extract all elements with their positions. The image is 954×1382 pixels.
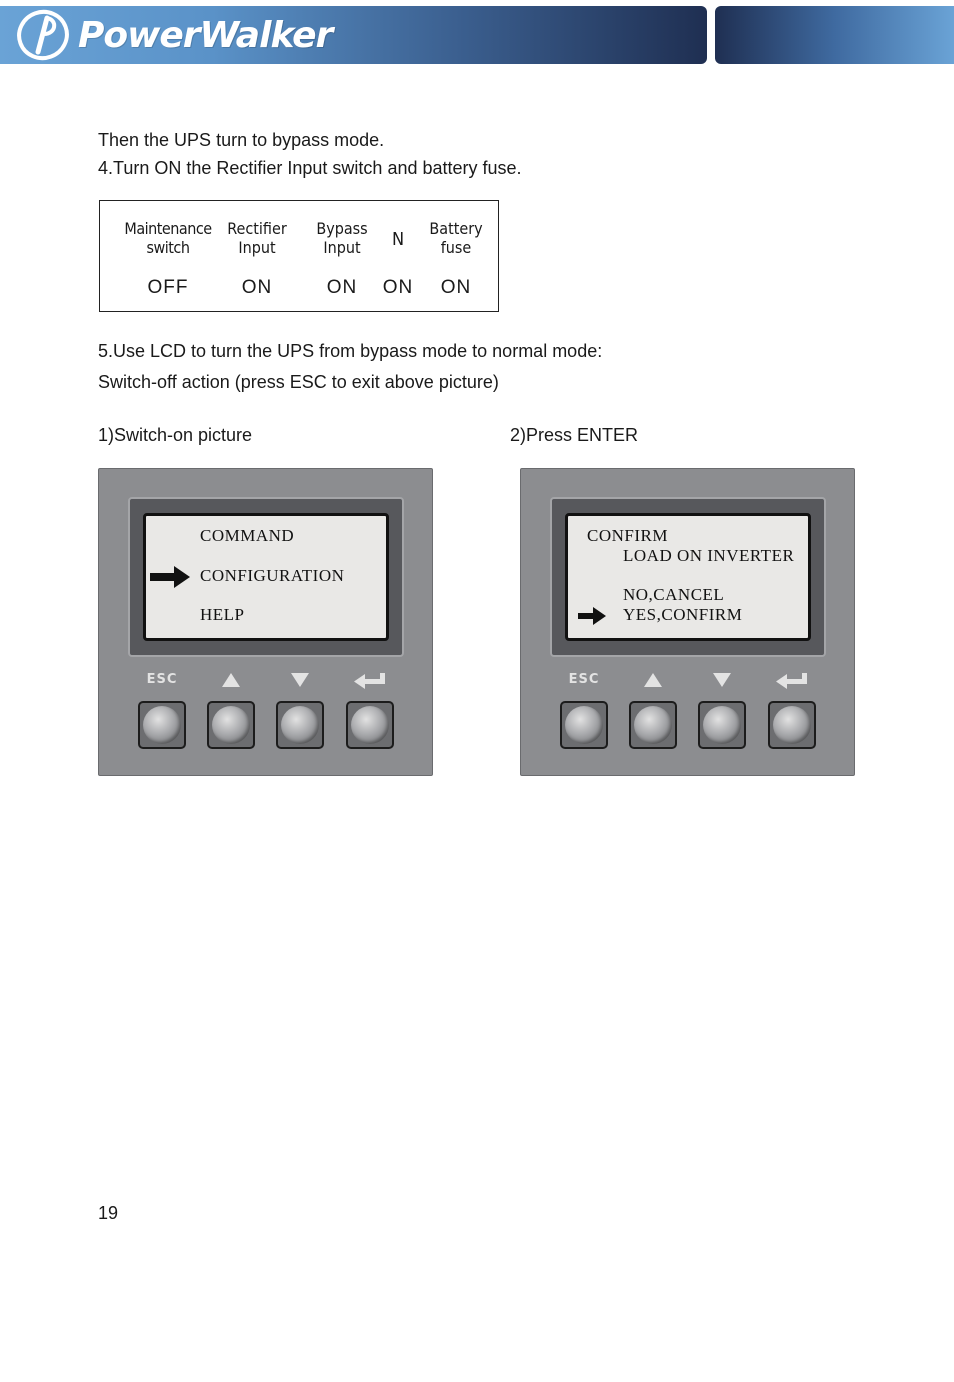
- down-button[interactable]: [276, 701, 324, 749]
- header-banner-right: [715, 6, 954, 64]
- column-state: ON: [382, 277, 414, 298]
- intro-line-1: Then the UPS turn to bypass mode.: [98, 130, 385, 150]
- enter-button[interactable]: [768, 701, 816, 749]
- esc-button[interactable]: [560, 701, 608, 749]
- powerwalker-logo-icon: [14, 8, 72, 62]
- down-button[interactable]: [698, 701, 746, 749]
- selection-arrow-icon: [578, 607, 606, 625]
- lcd-frame: [128, 497, 404, 657]
- column-label: Bypass Input: [316, 219, 368, 257]
- selection-arrow-icon: [150, 566, 190, 588]
- up-button[interactable]: [207, 701, 255, 749]
- page-number: 19: [98, 1203, 119, 1223]
- switch-state-table: [99, 200, 499, 312]
- column-label: Battery fuse: [429, 219, 483, 257]
- lcd-load-on-inverter: LOAD ON INVERTER: [623, 546, 795, 565]
- column-state: ON: [440, 277, 472, 298]
- lcd-menu-command: COMMAND: [200, 526, 295, 545]
- up-triangle-icon: [222, 673, 240, 687]
- column-state: ON: [241, 277, 273, 298]
- lcd-menu-configuration: CONFIGURATION: [200, 566, 345, 585]
- step5-line-2: Switch-off action (press ESC to exit above picture): [98, 372, 499, 392]
- caption-left: 1)Switch-on picture: [98, 425, 253, 445]
- lcd-confirm-title: CONFIRM: [587, 526, 668, 545]
- lcd-screen: [565, 513, 811, 641]
- column-label: Rectifier Input: [227, 219, 287, 257]
- intro-line-2: 4.Turn ON the Rectifier Input switch and battery fuse.: [98, 158, 522, 178]
- step5-line-1: 5.Use LCD to turn the UPS from bypass mode to normal mode:: [98, 341, 603, 361]
- lcd-panel-switch-on: [98, 468, 433, 776]
- esc-button[interactable]: [138, 701, 186, 749]
- column-label: Maintenance switch: [124, 219, 212, 257]
- down-triangle-icon: [291, 673, 309, 687]
- brand-logo: [14, 6, 332, 64]
- column-state: OFF: [147, 277, 189, 298]
- lcd-option-yes-confirm: YES,CONFIRM: [623, 605, 743, 624]
- lcd-screen: [143, 513, 389, 641]
- caption-right: 2)Press ENTER: [510, 425, 639, 445]
- lcd-panel-press-enter: [520, 468, 855, 776]
- lcd-option-no-cancel: NO,CANCEL: [623, 585, 725, 604]
- enter-button[interactable]: [346, 701, 394, 749]
- esc-label: ESC: [146, 672, 178, 687]
- enter-arrow-icon: [776, 673, 808, 689]
- up-button[interactable]: [629, 701, 677, 749]
- column-label: N: [391, 229, 405, 250]
- up-triangle-icon: [644, 673, 662, 687]
- lcd-frame: [550, 497, 826, 657]
- enter-arrow-icon: [354, 673, 386, 689]
- lcd-menu-help: HELP: [200, 605, 245, 624]
- esc-label: ESC: [568, 672, 600, 687]
- column-state: ON: [326, 277, 358, 298]
- brand-name: PowerWalker: [78, 14, 333, 56]
- down-triangle-icon: [713, 673, 731, 687]
